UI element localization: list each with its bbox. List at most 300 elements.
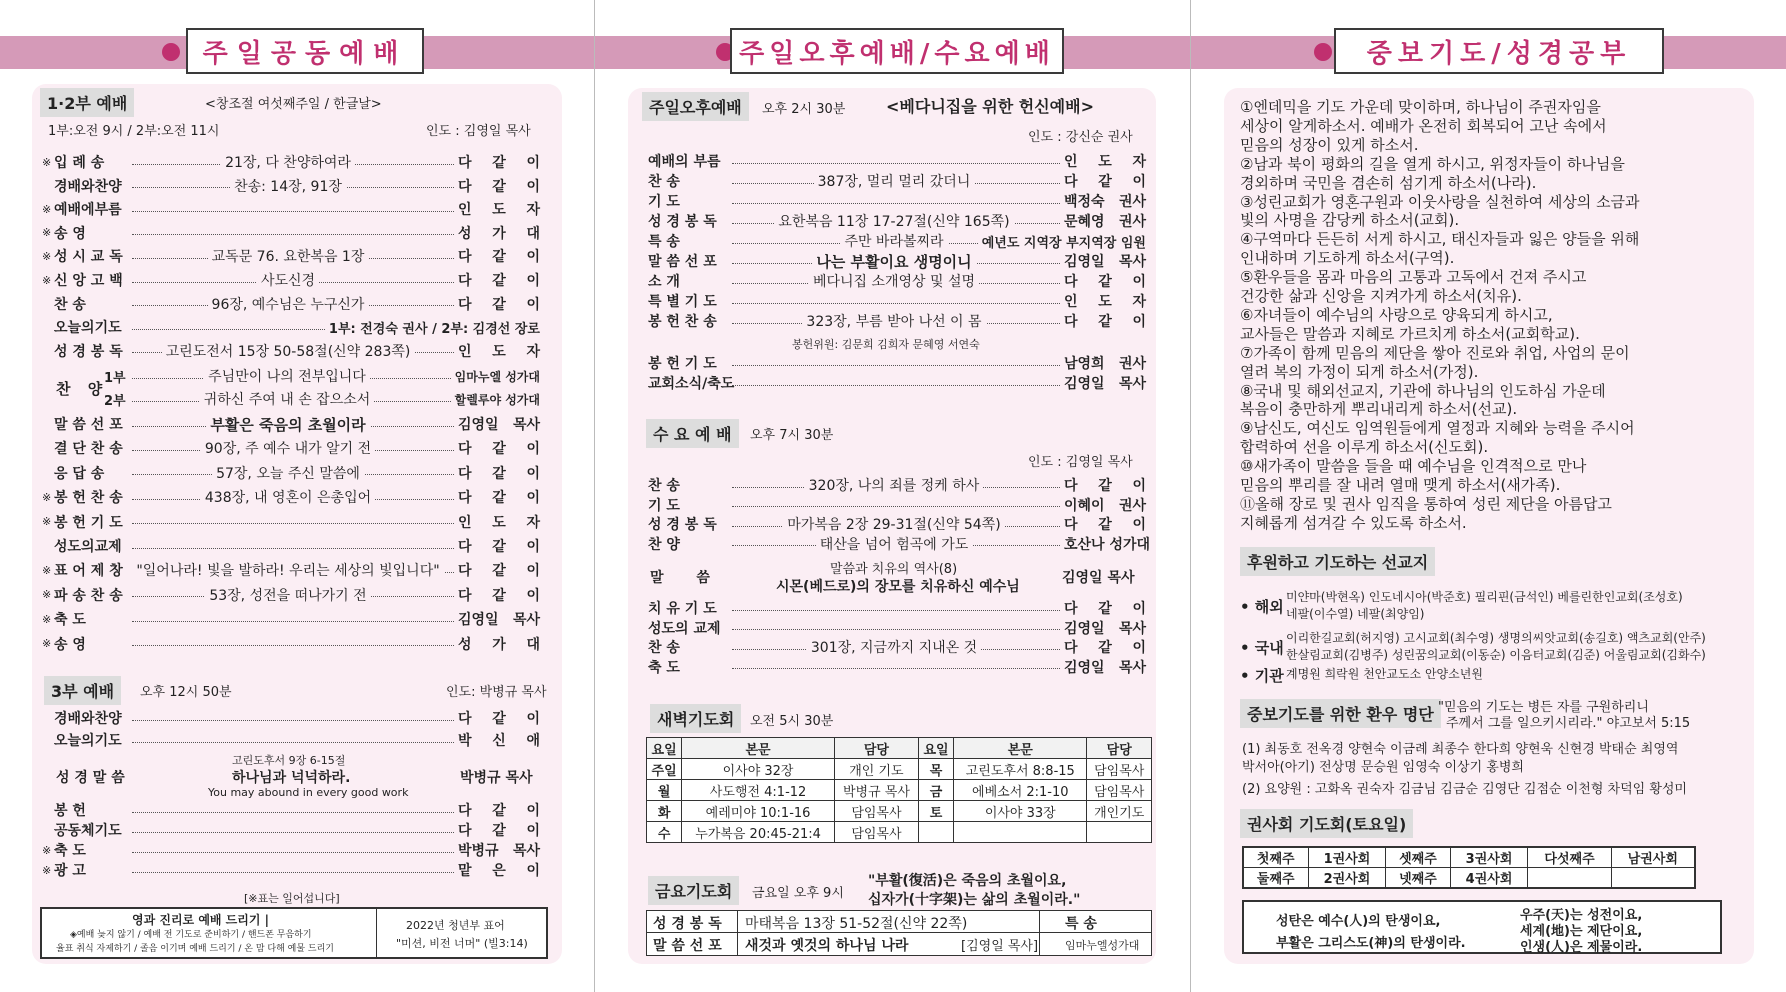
order-row xyxy=(42,634,540,654)
dotted-leader xyxy=(732,183,1060,184)
sermon-english: You may abound in every good work xyxy=(208,786,409,799)
anthem-part: 2부 xyxy=(104,393,126,409)
order-row xyxy=(648,353,1146,373)
order-label: 성 경 봉 독 xyxy=(648,214,717,230)
order-label: 응 답 송 xyxy=(54,465,105,482)
order-person: 다 같 이 xyxy=(458,803,540,819)
table-header-cell: 담당 xyxy=(1087,738,1152,759)
patient-list: (2) 요양원 : 고화옥 권숙자 김금님 김금순 김영단 김점순 이천형 차덕임 황성미 xyxy=(1242,782,1687,797)
order-detail xyxy=(738,475,1050,495)
order-detail xyxy=(132,463,444,483)
dotted-leader xyxy=(132,548,454,549)
order-row xyxy=(648,151,1146,171)
standing-mark: ※ xyxy=(42,249,52,263)
order-label: 기 도 xyxy=(648,194,680,210)
standing-mark: ※ xyxy=(42,202,52,216)
prayer-line: 건강한 삶과 신앙을 지켜가게 하소서(치유). xyxy=(1240,287,1522,305)
mission-line: 이리한길교회(허지영) 고시교회(최수영) 생명의씨앗교회(송길호) 액츠교회(안주) xyxy=(1286,631,1706,645)
prayer-line: 빛의 사명을 감당케 하소서(교회). xyxy=(1240,211,1460,230)
closing-line: 부활은 그리스도(神)의 탄생이라. xyxy=(1276,936,1466,951)
order-detail-text: 찬송: 14장, 91장 xyxy=(230,179,346,195)
sermon-label: 성 경 말 씀 xyxy=(56,770,125,786)
prayer-line: 교사들은 말씀과 지혜로 가르치게 하소서(교회학교). xyxy=(1240,324,1580,343)
order-person: 다 같 이 xyxy=(458,296,540,313)
order-label: 오늘의기도 xyxy=(54,733,122,749)
order-detail-text: 90장, 주 예수 내가 알기 전 xyxy=(201,441,375,457)
dotted-leader xyxy=(732,203,1060,204)
order-person: 임마누엘 성가대 xyxy=(454,369,540,384)
order-label: 경배와찬양 xyxy=(54,711,122,727)
standing-mark: ※ xyxy=(42,155,52,169)
mission-kind: • 기관 xyxy=(1240,667,1284,685)
order-detail-text: 부활은 죽음의 초월이라 xyxy=(206,416,369,434)
table-cell: 개인기도 xyxy=(1087,801,1152,822)
dawn-schedule-table xyxy=(646,737,1152,843)
order-detail-text: 주만 바라볼찌라 xyxy=(840,234,947,250)
sermon-title: 하나님과 넉넉하라. xyxy=(232,770,351,786)
dotted-leader xyxy=(132,426,454,427)
standing-mark: ※ xyxy=(42,588,52,602)
footer-title: 영과 진리로 예배 드리기 | xyxy=(132,913,270,927)
closing-line: 인생(人)은 제물이라. xyxy=(1520,940,1643,955)
service-time: 오전 5시 30분 xyxy=(750,714,834,729)
service-leader: 인도: 박병규 목사 xyxy=(446,685,547,700)
prayer-line: ①엔데믹을 기도 가운데 맞이하며, 하나님이 주권자임을 xyxy=(1240,98,1601,116)
order-row xyxy=(42,800,540,820)
friday-value: 마태복음 13장 51-52절(신약 22쪽) xyxy=(745,916,968,932)
order-detail xyxy=(738,171,1050,191)
table-cell: 주일 xyxy=(647,759,682,780)
order-detail-text: 베다니집 소개영상 및 설명 xyxy=(809,274,979,290)
order-row xyxy=(42,317,540,337)
prayer-line: ③성린교회가 영혼구원과 이웃사랑을 실천하여 세상의 소금과 xyxy=(1240,192,1640,211)
order-row xyxy=(42,609,540,629)
dotted-leader xyxy=(132,812,454,813)
dotted-leader xyxy=(132,742,454,743)
table-cell: 둘째주 xyxy=(1243,868,1308,889)
order-label: 성도의 교제 xyxy=(648,620,721,637)
table-cell: 예레미야 10:1-16 xyxy=(682,801,835,822)
order-person: 다 같 이 xyxy=(1064,274,1146,290)
dotted-leader xyxy=(732,668,1060,669)
order-detail xyxy=(132,270,444,290)
dotted-leader xyxy=(132,164,454,165)
dotted-leader xyxy=(132,258,454,259)
dotted-leader xyxy=(732,263,1060,264)
order-label: 표 어 제 창 xyxy=(54,563,123,580)
dotted-leader xyxy=(732,545,1060,546)
order-row xyxy=(648,311,1146,331)
friday-quote: 십자가(十字架)는 삶의 초월이라." xyxy=(868,892,1081,908)
order-label: 송 영 xyxy=(54,225,86,242)
dotted-leader xyxy=(132,523,454,524)
order-detail xyxy=(132,176,444,196)
order-detail-text: 323장, 부름 받아 나선 이 몸 xyxy=(802,314,985,330)
order-person: 성 가 대 xyxy=(458,636,540,653)
order-person: 김영일 목사 xyxy=(458,417,540,433)
order-person: 다 같 이 xyxy=(458,178,540,195)
table-header-row xyxy=(647,738,1152,759)
column-divider xyxy=(594,0,595,992)
order-detail-text: 53장, 성전을 떠나가기 전 xyxy=(205,588,370,604)
order-row xyxy=(42,341,540,361)
order-person: 다 같 이 xyxy=(458,539,540,555)
dotted-leader xyxy=(732,506,1060,507)
order-detail-text: 태산을 넘어 험곡에 가도 xyxy=(816,537,973,553)
prayer-line: 믿음의 뿌리를 잘 내려 열매 맺게 하소서(새가족). xyxy=(1240,476,1561,494)
order-person: 인 도 자 xyxy=(458,343,540,360)
dotted-leader xyxy=(732,385,1060,386)
order-person: 할렐루야 성가대 xyxy=(454,392,540,407)
standing-mark: ※ xyxy=(42,515,52,529)
order-label: 봉 헌 찬 송 xyxy=(648,314,717,330)
prayer-line: ⑩새가족이 말씀을 들을 때 예수님을 인격적으로 만나 xyxy=(1240,457,1587,476)
order-label: 봉 헌 기 도 xyxy=(648,356,717,372)
order-row xyxy=(648,271,1146,291)
order-person: 인 도 자 xyxy=(458,202,540,219)
order-detail-text: 주님만이 나의 전부입니다 xyxy=(204,369,370,385)
order-row xyxy=(648,211,1146,231)
sermon-preacher: 김영일 목사 xyxy=(1062,570,1135,586)
standing-note: [※표는 일어섭니다] xyxy=(244,892,340,905)
order-label: 광 고 xyxy=(54,863,86,879)
motto-text: "미션, 비전 너머" (빌3:14) xyxy=(396,937,528,950)
friday-right: 임마누엘성가대 xyxy=(1065,939,1140,952)
order-label: 봉 헌 찬 송 xyxy=(54,490,123,507)
scripture-quote: "믿음의 기도는 병든 자를 구원하리니 xyxy=(1438,700,1649,715)
dotted-leader xyxy=(132,450,454,451)
order-detail xyxy=(132,341,444,361)
service-time: 금요일 오후 9시 xyxy=(752,886,844,901)
table-cell: 수 xyxy=(647,822,682,843)
order-person: 김영일 목사 xyxy=(458,612,540,629)
order-label: 봉 헌 xyxy=(54,803,86,819)
order-row xyxy=(648,191,1146,211)
dotted-leader xyxy=(132,401,451,402)
prayer-line: ⑧국내 및 해외선교지, 기관에 하나님의 인도하심 가운데 xyxy=(1240,381,1606,400)
order-person: 남영희 권사 xyxy=(1064,356,1146,372)
prayer-line: 복음이 충만하게 뿌리내리게 하소서(선교). xyxy=(1240,400,1518,419)
order-person: 성 가 대 xyxy=(458,225,540,242)
order-person: 다 같 이 xyxy=(458,490,540,507)
order-detail xyxy=(132,487,444,507)
order-label: 특 송 xyxy=(648,234,680,250)
order-row xyxy=(648,534,1151,554)
friday-quote: "부활(復活)은 죽음의 초월이요, xyxy=(868,873,1067,889)
order-detail-text: 320장, 나의 죄를 정케 하사 xyxy=(805,478,984,494)
order-row xyxy=(648,373,1146,393)
order-label: 말 씀 선 포 xyxy=(648,254,717,270)
order-detail-text: 387장, 멀리 멀리 갔더니 xyxy=(814,174,975,190)
table-cell xyxy=(918,822,953,843)
table-cell: 남권사회 xyxy=(1611,847,1695,868)
dotted-leader xyxy=(732,365,1060,366)
order-label: 송 영 xyxy=(54,636,86,653)
table-cell: 2권사회 xyxy=(1308,868,1386,889)
section-header: 중보기도/성경공부 xyxy=(1334,28,1664,74)
table-cell: 토 xyxy=(918,801,953,822)
dotted-leader xyxy=(132,474,454,475)
order-row xyxy=(648,251,1146,271)
dotted-leader xyxy=(732,629,1060,630)
dotted-leader xyxy=(132,645,454,646)
order-person: 1부: 전경숙 권사 / 2부: 김경선 장로 xyxy=(328,321,540,337)
order-row xyxy=(648,231,1146,251)
service-leader: 인도 : 김영일 목사 xyxy=(426,124,531,139)
order-person: 다 같 이 xyxy=(458,587,540,604)
dotted-leader xyxy=(732,163,1060,164)
order-label: 성 경 봉 독 xyxy=(648,517,717,533)
dotted-leader xyxy=(732,283,1060,284)
service-leader: 인도 : 김영일 목사 xyxy=(1028,455,1133,470)
standing-mark: ※ xyxy=(42,863,52,877)
table-cell: 다섯째주 xyxy=(1528,847,1611,868)
mission-line: 네팔(이수열) 네팔(최양임) xyxy=(1286,607,1425,621)
dotted-leader xyxy=(132,621,454,622)
order-person: 다 같 이 xyxy=(1064,174,1146,190)
order-detail-text: 438장, 내 영혼이 은총입어 xyxy=(201,490,375,506)
order-person: 김영일 목사 xyxy=(1064,254,1146,270)
table-cell: 1권사회 xyxy=(1308,847,1386,868)
table-cell: 금 xyxy=(918,780,953,801)
order-person: 이혜이 권사 xyxy=(1064,497,1146,514)
order-row xyxy=(648,514,1146,534)
order-label: 결 단 찬 송 xyxy=(54,441,123,458)
order-person: 다 같 이 xyxy=(458,155,540,171)
order-label: 축 도 xyxy=(54,843,86,859)
order-row xyxy=(42,487,540,507)
order-person: 다 같 이 xyxy=(458,823,540,839)
order-row xyxy=(42,463,540,483)
prayer-line: 경외하며 국민을 겸손히 섬기게 하소서(나라). xyxy=(1240,173,1537,192)
prayer-line: ②남과 북이 평화의 길을 열게 하시고, 위정자들이 하나님을 xyxy=(1240,154,1625,173)
dotted-leader xyxy=(732,323,1060,324)
order-row xyxy=(42,294,540,314)
footer-box xyxy=(40,907,548,959)
order-row xyxy=(648,495,1146,515)
service-tag: 새벽기도회 xyxy=(650,704,741,733)
table-cell: 사도행전 4:1-12 xyxy=(682,780,835,801)
order-row xyxy=(42,438,540,458)
order-label: 소 개 xyxy=(648,274,680,290)
standing-mark: ※ xyxy=(42,563,52,577)
standing-mark: ※ xyxy=(42,226,52,240)
order-person: 맡 은 이 xyxy=(458,863,540,879)
order-label: 말 씀 선 포 xyxy=(54,417,123,433)
service-tag: 수 요 예 배 xyxy=(646,419,739,448)
footer-line: 율표 취식 자제하기 / 졸음 이기며 예배 드리기 / 온 맘 다해 예물 드리기 xyxy=(56,944,334,954)
table-cell: 담임목사 xyxy=(1087,759,1152,780)
order-detail-text: 마가복음 2장 29-31절(신약 54쪽) xyxy=(783,517,1004,533)
order-person: 다 같 이 xyxy=(458,273,540,289)
dotted-leader xyxy=(732,487,1060,488)
friday-value: 새것과 옛것의 하나님 나라 xyxy=(745,938,909,954)
order-row xyxy=(42,176,540,196)
section-tag: 후원하고 기도하는 선교지 xyxy=(1240,547,1435,576)
order-detail xyxy=(132,438,444,458)
order-person: 김영일 목사 xyxy=(1064,620,1146,637)
order-row xyxy=(42,536,540,556)
order-row xyxy=(42,246,540,266)
order-detail xyxy=(738,637,1050,657)
mission-kind: • 국내 xyxy=(1240,639,1284,657)
dotted-leader xyxy=(132,572,454,573)
order-row xyxy=(104,366,540,386)
prayer-line: ⑤환우들을 몸과 마음의 고통과 고독에서 건져 주시고 xyxy=(1240,268,1587,287)
table-row xyxy=(647,822,1152,843)
order-person: 백정숙 권사 xyxy=(1064,194,1146,210)
order-label: 신 앙 고 백 xyxy=(54,273,123,289)
order-detail xyxy=(132,414,444,435)
table-cell: 담임목사 xyxy=(834,801,918,822)
friday-right: 특 송 xyxy=(1065,916,1097,932)
dotted-leader xyxy=(132,852,454,853)
order-person: 다 같 이 xyxy=(1064,478,1146,494)
prayer-line: ④구역마다 든든히 서게 하시고, 태신자들과 잃은 양들을 위해 xyxy=(1240,230,1640,249)
dotted-leader xyxy=(132,378,451,379)
service-times: 1부:오전 9시 / 2부:오전 11시 xyxy=(48,124,220,139)
anthem-label: 찬 양 xyxy=(56,380,109,398)
service-leader: 인도 : 강신순 권사 xyxy=(1028,130,1133,145)
order-detail xyxy=(738,271,1050,291)
bullet-icon xyxy=(1314,43,1332,61)
friday-label: 성 경 봉 독 xyxy=(653,916,722,932)
section-header: 주일공동예배 xyxy=(186,28,424,74)
order-label: 찬 송 xyxy=(648,174,680,190)
order-row xyxy=(42,223,540,243)
bullet-icon xyxy=(162,43,180,61)
section-header: 주일오후예배/수요예배 xyxy=(730,28,1064,74)
order-row xyxy=(648,657,1146,677)
patient-list: 박서아(아기) 전상명 문승원 임영숙 이상기 홍병희 xyxy=(1242,760,1524,775)
order-row xyxy=(648,637,1146,657)
order-label: 공동체기도 xyxy=(54,823,122,839)
service-tag: 3부 예배 xyxy=(44,676,121,705)
order-row xyxy=(648,291,1146,311)
table-row xyxy=(647,780,1152,801)
table-cell: 개인 기도 xyxy=(834,759,918,780)
order-detail-text: 96장, 예수님은 누구신가 xyxy=(208,297,369,313)
order-row xyxy=(42,840,540,860)
order-person: 예년도 지역장 부지역장 임원 xyxy=(981,235,1146,251)
service-title: <베다니집을 위한 헌신예배> xyxy=(886,97,1094,116)
order-detail xyxy=(738,211,1050,231)
standing-mark: ※ xyxy=(42,637,52,651)
dotted-leader xyxy=(132,234,454,235)
standing-mark: ※ xyxy=(42,612,52,626)
table-cell xyxy=(954,822,1087,843)
order-label: 성 시 교 독 xyxy=(54,249,123,266)
table-header-cell: 담당 xyxy=(834,738,918,759)
order-detail xyxy=(738,251,1050,272)
mission-line: 계명원 희락원 천안교도소 안양소년원 xyxy=(1286,667,1483,681)
dotted-leader xyxy=(732,243,978,244)
order-detail xyxy=(132,560,444,580)
table-header-cell: 본문 xyxy=(954,738,1087,759)
table-cell xyxy=(1087,822,1152,843)
service-tag: 금요기도회 xyxy=(648,876,739,905)
order-row xyxy=(42,270,540,290)
order-person: 문혜영 권사 xyxy=(1064,214,1146,230)
column-divider xyxy=(1190,0,1191,992)
order-row xyxy=(42,414,540,434)
prayer-line: 지혜롭게 섬겨갈 수 있도록 하소서. xyxy=(1240,513,1467,532)
order-row xyxy=(648,598,1146,618)
dotted-leader xyxy=(132,352,454,353)
offering-committee: 봉헌위원: 김문희 김희자 문혜영 서연숙 xyxy=(792,338,980,351)
table-cell: 4권사회 xyxy=(1450,868,1528,889)
prayer-line: ⑦가족이 함께 믿음의 제단을 쌓아 진로와 취업, 사업의 문이 xyxy=(1240,343,1630,362)
standing-mark: ※ xyxy=(42,490,52,504)
motto-title: 2022년 청년부 표어 xyxy=(406,919,505,932)
prayer-line: 믿음의 성장이 있게 하소서. xyxy=(1240,135,1419,154)
anthem-part: 1부 xyxy=(104,370,126,386)
order-person: 인 도 자 xyxy=(458,514,540,531)
dotted-leader xyxy=(132,720,454,721)
order-detail xyxy=(134,389,440,409)
order-row xyxy=(104,389,540,409)
order-person: 김영일 목사 xyxy=(1064,659,1146,676)
closing-line: 우주(天)는 성전이요, xyxy=(1520,908,1643,923)
closing-box xyxy=(1242,900,1722,954)
saturday-table xyxy=(1242,846,1696,889)
table-cell: 담임목사 xyxy=(1087,780,1152,801)
table-header-cell: 본문 xyxy=(682,738,835,759)
order-label: 축 도 xyxy=(54,612,86,629)
order-detail-text: 나는 부활이요 생명이니 xyxy=(812,253,975,271)
order-label: 파 송 찬 송 xyxy=(54,587,123,604)
order-label: 성 경 봉 독 xyxy=(54,343,123,360)
footer-line: ◈예배 늦지 않기 / 예배 전 기도로 준비하기 / 핸드폰 무음하기 xyxy=(70,930,312,940)
order-person: 인 도 자 xyxy=(1064,154,1146,170)
table-header-cell: 요일 xyxy=(647,738,682,759)
dotted-leader xyxy=(732,649,1060,650)
sermon-label: 말 씀 xyxy=(650,570,724,586)
dotted-leader xyxy=(132,305,454,306)
order-label: 교회소식/축도 xyxy=(648,376,735,392)
order-person: 다 같 이 xyxy=(1064,517,1146,533)
patient-list: (1) 최동호 전옥경 양현숙 이금례 최종수 한다희 양현욱 신현경 박태순 최영역 xyxy=(1242,742,1679,757)
order-row xyxy=(648,171,1146,191)
prayer-line: ⑨남신도, 여신도 임역원들에게 열정과 지혜와 능력을 주시어 xyxy=(1240,419,1635,438)
prayer-line: 인내하며 기도하게 하소서(구역). xyxy=(1240,249,1455,268)
table-cell: 고린도후서 8:8-15 xyxy=(954,759,1087,780)
sermon-title: 시몬(베드로)의 장모를 치유하신 예수님 xyxy=(776,579,1020,595)
table-cell: 박병규 목사 xyxy=(834,780,918,801)
order-person: 다 같 이 xyxy=(458,711,540,727)
order-row xyxy=(42,708,540,728)
sermon-series: 말씀과 치유의 역사(8) xyxy=(830,562,958,577)
dotted-leader xyxy=(132,282,454,283)
order-label: 성도의교제 xyxy=(54,539,122,555)
order-label: 경배와찬양 xyxy=(54,178,122,195)
order-row xyxy=(42,860,540,880)
table-cell xyxy=(1611,868,1695,889)
friday-box xyxy=(646,910,1152,956)
table-row xyxy=(647,759,1152,780)
service-time: 오후 2시 30분 xyxy=(762,102,846,117)
table-cell xyxy=(1528,868,1611,889)
order-label: 기 도 xyxy=(648,497,680,514)
order-detail-text: 21장, 다 찬양하여라 xyxy=(221,155,355,171)
order-row xyxy=(42,152,540,172)
table-cell: 목 xyxy=(918,759,953,780)
order-label: 봉 헌 기 도 xyxy=(54,514,123,531)
dotted-leader xyxy=(732,526,1060,527)
table-cell: 화 xyxy=(647,801,682,822)
standing-mark: ※ xyxy=(42,843,52,857)
order-person: 인 도 자 xyxy=(1064,294,1146,310)
